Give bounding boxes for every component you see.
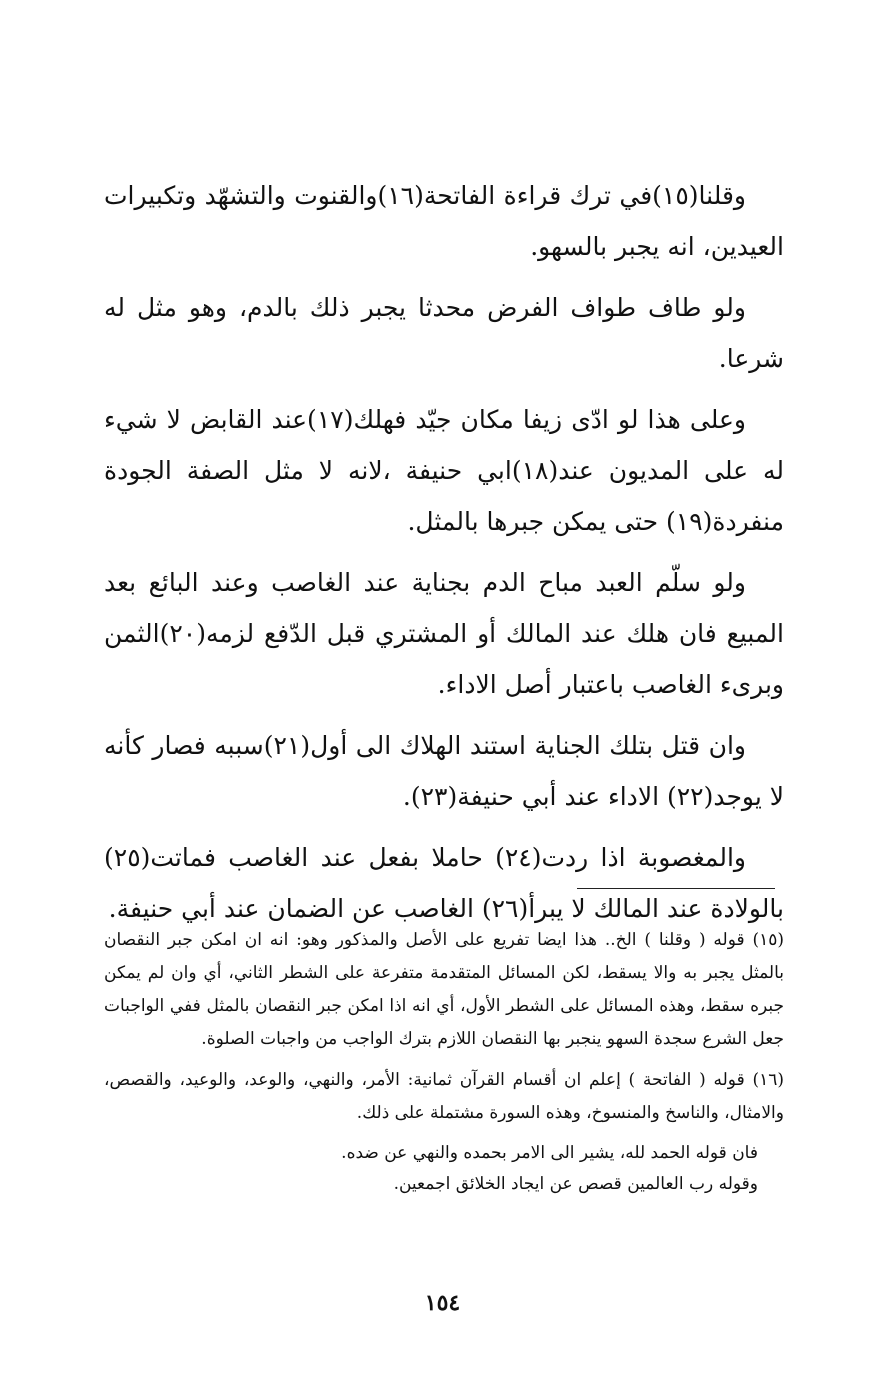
paragraph-5: وان قتل بتلك الجناية استند الهلاك الى أول(٢١)سببه فصار كأنه لا يوجد(٢٢) الاداء عند أبي حنيفة(٢٣).: [104, 731, 784, 811]
page-number: ١٥٤: [424, 1290, 461, 1316]
paragraph-2: ولو طاف طواف الفرض محدثا يجبر ذلك بالدم، وهو مثل له شرعا.: [104, 293, 784, 373]
footnotes: [104, 924, 784, 1200]
footnote-15: (١٥) قوله ( وقلنا ) الخ.. هذا ايضا تفريع على الأصل والمذكور وهو: انه ان امكن جبر النقصان بالمثل يجبر به والا يسقط، لكن المسائل المتقدمة متفرعة على الشطر الثاني، أي وان لم يمكن جبره سقط، وهذه المسائل على الشطر الأول، أي انه اذا امكن جبر النقصان بالمثل ففي الواجبات جعل الشرع سجدة السهو ينجبر بها النقصان اللازم بترك الواجب من واجبات الصلوة.: [104, 930, 784, 1049]
paragraph-4: ولو سلّم العبد مباح الدم بجناية عند الغاصب وعند البائع بعد المبيع فان هلك عند المالك أو المشتري قبل الدّفع لزمه(٢٠)الثمن وبرىء الغاصب باعتبار أصل الاداء.: [104, 568, 784, 699]
paragraph-3: وعلى هذا لو ادّى زيفا مكان جيّد فهلك(١٧)عند القابض لا شيء له على المديون عند(١٨)ابي حنيفة ،لانه لا مثل الصفة الجودة منفردة(١٩) حتى يمكن جبرها بالمثل.: [104, 405, 784, 536]
main-text: [104, 170, 784, 944]
footnote-16: (١٦) قوله ( الفاتحة ) إعلم ان أقسام القرآن ثمانية: الأمر، والنهي، والوعد، والوعيد، والقصص، والامثال، والناسخ والمنسوخ، وهذه السورة مشتملة على ذلك.: [104, 1070, 784, 1123]
footnote-16-line-1: فان قوله الحمد لله، يشير الى الامر بحمده والنهي عن ضده.: [341, 1143, 758, 1163]
footnote-divider: [577, 888, 775, 889]
footnote-16-line-2: وقوله رب العالمين قصص عن ايجاد الخلائق اجمعين.: [393, 1174, 758, 1194]
paragraph-1: وقلنا(١٥)في ترك قراءة الفاتحة(١٦)والقنوت والتشهّد وتكبيرات العيدين، انه يجبر بالسهو.: [104, 181, 784, 261]
paragraph-6: والمغصوبة اذا ردت(٢٤) حاملا بفعل عند الغاصب فماتت(٢٥) بالولادة عند المالك لا يبرأ(٢٦) الغاصب عن الضمان عند أبي حنيفة.: [104, 843, 784, 923]
